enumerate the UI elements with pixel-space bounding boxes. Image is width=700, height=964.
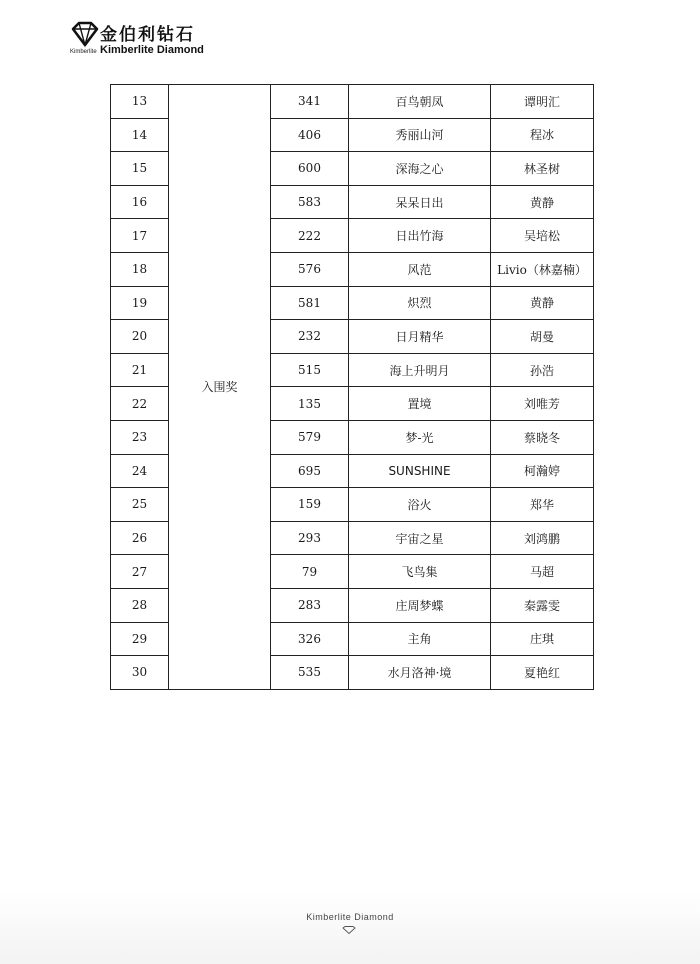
entry-author-cell: 谭明汇	[491, 85, 594, 119]
entry-code-cell: 135	[271, 387, 349, 421]
entry-title-cell: 置境	[349, 387, 491, 421]
row-number-cell: 25	[111, 488, 169, 522]
entry-title-cell: 风范	[349, 252, 491, 286]
entry-author-cell: 林圣树	[491, 152, 594, 186]
entry-author-cell: Livio（林嘉楠）	[491, 252, 594, 286]
entry-code-cell: 159	[271, 488, 349, 522]
entry-author-cell: 马超	[491, 555, 594, 589]
entry-author-cell: 庄琪	[491, 622, 594, 656]
entry-code-cell: 583	[271, 185, 349, 219]
entry-author-cell: 夏艳红	[491, 656, 594, 690]
entry-title-cell: 日出竹海	[349, 219, 491, 253]
entry-author-cell: 孙浩	[491, 353, 594, 387]
entry-title-cell: 主角	[349, 622, 491, 656]
entry-author-cell: 柯瀚婷	[491, 454, 594, 488]
entry-code-cell: 515	[271, 353, 349, 387]
entry-code-cell: 579	[271, 420, 349, 454]
entry-code-cell: 695	[271, 454, 349, 488]
entry-title-cell: 呆呆日出	[349, 185, 491, 219]
entry-title-cell: 海上升明月	[349, 353, 491, 387]
entry-title-cell: 百鸟朝凤	[349, 85, 491, 119]
row-number-cell: 26	[111, 521, 169, 555]
entry-title-cell: 秀丽山河	[349, 118, 491, 152]
table-row	[111, 85, 594, 119]
footer-diamond-icon	[342, 926, 356, 934]
entry-title-cell: SUNSHINE	[349, 454, 491, 488]
row-number-cell: 13	[111, 85, 169, 119]
entry-author-cell: 郑华	[491, 488, 594, 522]
row-number-cell: 20	[111, 320, 169, 354]
awards-table-body	[111, 85, 594, 690]
row-number-cell: 15	[111, 152, 169, 186]
entry-title-cell: 宇宙之星	[349, 521, 491, 555]
entry-author-cell: 秦露雯	[491, 588, 594, 622]
row-number-cell: 23	[111, 420, 169, 454]
entry-author-cell: 刘鸿鹏	[491, 521, 594, 555]
entry-code-cell: 406	[271, 118, 349, 152]
entry-title-cell: 水月洛神·境	[349, 656, 491, 690]
row-number-cell: 18	[111, 252, 169, 286]
entry-author-cell: 吴培松	[491, 219, 594, 253]
header-logo	[70, 20, 250, 58]
entry-code-cell: 326	[271, 622, 349, 656]
brand-name-cn: 金伯利钻石	[100, 25, 195, 45]
row-number-cell: 14	[111, 118, 169, 152]
diamond-logo-icon	[70, 20, 100, 50]
row-number-cell: 27	[111, 555, 169, 589]
row-number-cell: 16	[111, 185, 169, 219]
row-number-cell: 22	[111, 387, 169, 421]
brand-name-en-small: Kimberlite	[70, 49, 97, 55]
brand-name-en: Kimberlite Diamond	[100, 44, 204, 56]
entry-code-cell: 222	[271, 219, 349, 253]
row-number-cell: 30	[111, 656, 169, 690]
entry-title-cell: 深海之心	[349, 152, 491, 186]
entry-code-cell: 581	[271, 286, 349, 320]
entry-code-cell: 600	[271, 152, 349, 186]
entry-title-cell: 日月精华	[349, 320, 491, 354]
entry-code-cell: 283	[271, 588, 349, 622]
entry-code-cell: 79	[271, 555, 349, 589]
entry-author-cell: 程冰	[491, 118, 594, 152]
entry-code-cell: 232	[271, 320, 349, 354]
entry-code-cell: 535	[271, 656, 349, 690]
entry-author-cell: 黄静	[491, 286, 594, 320]
entry-author-cell: 蔡晓冬	[491, 420, 594, 454]
awards-table	[110, 84, 594, 690]
entry-code-cell: 576	[271, 252, 349, 286]
entry-title-cell: 庄周梦蝶	[349, 588, 491, 622]
award-group-cell: 入围奖	[169, 85, 271, 690]
row-number-cell: 17	[111, 219, 169, 253]
entry-title-cell: 炽烈	[349, 286, 491, 320]
entry-author-cell: 刘唯芳	[491, 387, 594, 421]
row-number-cell: 24	[111, 454, 169, 488]
row-number-cell: 21	[111, 353, 169, 387]
row-number-cell: 19	[111, 286, 169, 320]
row-number-cell: 29	[111, 622, 169, 656]
entry-title-cell: 梦-光	[349, 420, 491, 454]
row-number-cell: 28	[111, 588, 169, 622]
entry-author-cell: 胡曼	[491, 320, 594, 354]
entry-code-cell: 293	[271, 521, 349, 555]
entry-code-cell: 341	[271, 85, 349, 119]
entry-title-cell: 浴火	[349, 488, 491, 522]
entry-author-cell: 黄静	[491, 185, 594, 219]
entry-title-cell: 飞鸟集	[349, 555, 491, 589]
footer-brand: Kimberlite Diamond	[306, 912, 394, 922]
